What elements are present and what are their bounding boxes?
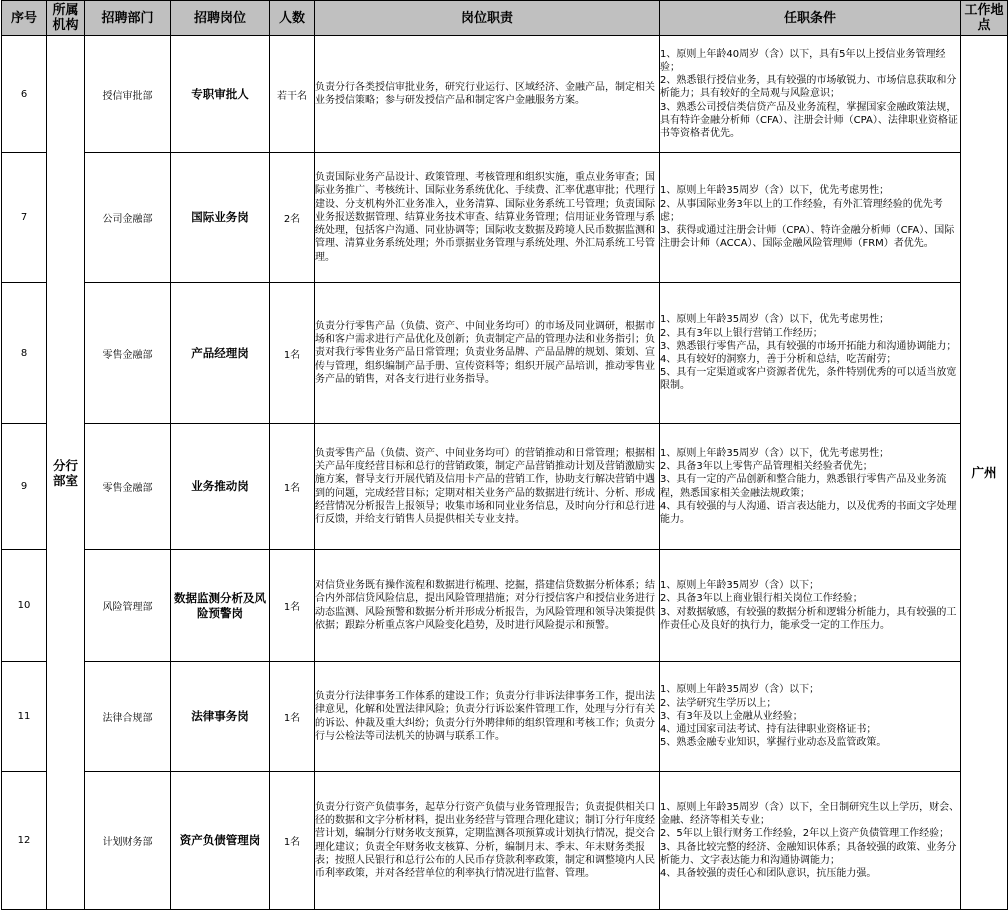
seq-cell: 9	[2, 424, 47, 550]
org-cell: 分行部室	[47, 36, 85, 910]
post-cell: 产品经理岗	[171, 283, 270, 424]
header-row	[2, 1, 1008, 36]
post-cell: 业务推动岗	[171, 424, 270, 550]
duty-cell: 对信贷业务既有操作流程和数据进行梳理、挖掘，搭建信贷数据分析体系；结合内外部信贷风险信息，提出风险管理措施；对分行授信客户和授信业务进行动态监测、风险预警和数据分析并形成分析报告，为风险管理和领导决策提供依据；跟踪分析重点客户风险变化趋势，及时进行风险提示和预警。	[315, 550, 660, 662]
post-cell: 法律事务岗	[171, 662, 270, 772]
dept-cell: 公司金融部	[85, 153, 171, 283]
table-row	[2, 772, 1008, 910]
count-cell: 1名	[270, 424, 315, 550]
duty-cell: 负责分行各类授信审批业务，研究行业运行、区域经济、金融产品，制定相关业务授信策略；参与研发授信产品和制定客户金融服务方案。	[315, 36, 660, 153]
seq-cell: 11	[2, 662, 47, 772]
count-cell: 若干名	[270, 36, 315, 153]
seq-cell: 10	[2, 550, 47, 662]
header-seq: 序号	[2, 1, 47, 36]
location-cell: 广州	[961, 36, 1008, 910]
header-org: 所属机构	[47, 1, 85, 36]
requirements-cell: 1、原则上年龄35周岁（含）以下； 2、法学研究生学历以上； 3、有3年及以上金融从业经验； 4、通过国家司法考试、持有法律职业资格证书； 5、熟悉金融专业知识，掌握行业动态及监管政策。	[660, 662, 961, 772]
dept-cell: 零售金融部	[85, 424, 171, 550]
post-cell: 国际业务岗	[171, 153, 270, 283]
count-cell: 1名	[270, 283, 315, 424]
seq-cell: 7	[2, 153, 47, 283]
duty-cell: 负责分行法律事务工作体系的建设工作；负责分行非诉法律事务工作，提出法律意见，化解和处置法律风险；负责分行诉讼案件管理工作，处理与分行有关的诉讼、仲裁及重大纠纷；负责分行外聘律师的组织管理和考核工作；负责分行与公检法等司法机关的协调与联系工作。	[315, 662, 660, 772]
dept-cell: 风险管理部	[85, 550, 171, 662]
dept-cell: 授信审批部	[85, 36, 171, 153]
table-row	[2, 283, 1008, 424]
count-cell: 1名	[270, 662, 315, 772]
post-cell: 资产负债管理岗	[171, 772, 270, 910]
header-location: 工作地点	[961, 1, 1008, 36]
post-cell: 专职审批人	[171, 36, 270, 153]
header-requirements: 任职条件	[660, 1, 961, 36]
seq-cell: 12	[2, 772, 47, 910]
post-cell: 数据监测分析及风险预警岗	[171, 550, 270, 662]
count-cell: 2名	[270, 153, 315, 283]
duty-cell: 负责国际业务产品设计、政策管理、考核管理和组织实施，重点业务审查；国际业务推广、考核统计、国际业务系统优化、手续费、汇率优惠审批；代理行建设、分支机构外汇业务准入，业务清算、国际业务系统工号管理；负责国际业务报送数据管理、结算业务技术审查、结算业务管理；信用证业务管理与系统处理，包括客户沟通、同业协调等；国际收支数据及跨境人民币数据监测和管理、清算业务系统处理；外币票据业务管理与系统处理、外汇局系统工号管理。	[315, 153, 660, 283]
count-cell: 1名	[270, 772, 315, 910]
duty-cell: 负责分行资产负债事务，起草分行资产负债与业务管理报告；负责提供相关口径的数据和文字分析材料，提出业务经营与管理合理化建议；制订分行年度经营计划，编制分行财务收支预算，定期监测各项预算或计划执行情况，提交合理化建议；负责全年财务收支核算、分析，编制月末、季末、年末财务类报表；按照人民银行和总行公布的人民币存贷款利率政策，制定和调整境内人民币利率政策，并对各经营单位的利率执行情况进行监督、管理。	[315, 772, 660, 910]
requirements-cell: 1、原则上年龄35周岁（含）以下，优先考虑男性； 2、具备3年以上零售产品管理相关经验者优先； 3、具有一定的产品创新和整合能力，熟悉银行零售产品及业务流程，熟悉国家相关金融法规政策； 4、具有较强的与人沟通、语言表达能力，以及优秀的书面文字处理能力。	[660, 424, 961, 550]
requirements-cell: 1、原则上年龄35周岁（含）以下，优先考虑男性； 2、具有3年以上银行营销工作经历； 3、熟悉银行零售产品，具有较强的市场开拓能力和沟通协调能力； 4、具有较好的洞察力，善于分析和总结，吃苦耐劳； 5、具有一定渠道或客户资源者优先，条件特别优秀的可以适当放宽限制。	[660, 283, 961, 424]
requirements-cell: 1、原则上年龄35周岁（含）以下，全日制研究生以上学历，财会、金融、经济等相关专业； 2、5年以上银行财务工作经验，2年以上资产负债管理工作经验； 3、具备比较完整的经济、金融知识体系；具备较强的政策、业务分析能力、文字表达能力和沟通协调能力； 4、具备较强的责任心和团队意识，抗压能力强。	[660, 772, 961, 910]
dept-cell: 计划财务部	[85, 772, 171, 910]
duty-cell: 负责零售产品（负债、资产、中间业务均可）的营销推动和日常管理；根据相关产品年度经营目标和总行的营销政策，制定产品营销推动计划及营销激励实施方案，督导支行开展代销及信用卡产品的营销工作，协助支行解决营销中遇到的问题，完成经营目标；定期对相关业务产品的数据进行统计、分析、形成经营情况分析报告上报领导；收集市场和同业业务信息，及时向分行和总行进行反馈，并给支行销售人员提供相关专业支持。	[315, 424, 660, 550]
header-count: 人数	[270, 1, 315, 36]
table-row	[2, 550, 1008, 662]
header-post: 招聘岗位	[171, 1, 270, 36]
duty-cell: 负责分行零售产品（负债、资产、中间业务均可）的市场及同业调研，根据市场和客户需求进行产品优化及创新；负责制定产品的管理办法和业务指引；负责对我行零售业务产品日常管理；负责业务品牌、产品品牌的规划、策划、宣传与管理，组织编制产品手册、宣传资料等；组织开展产品培训，推动零售业务产品的销售，对各支行进行业务指导。	[315, 283, 660, 424]
requirements-cell: 1、原则上年龄40周岁（含）以下，具有5年以上授信业务管理经验； 2、熟悉银行授信业务，具有较强的市场敏锐力、市场信息获取和分析能力；具有较好的全局观与风险意识； 3、熟悉公司授信类信贷产品及业务流程，掌握国家金融政策法规，具有特许金融分析师（CFA）、注册会计师（CPA）、法律职业资格证书等资格者优先。	[660, 36, 961, 153]
table-row	[2, 424, 1008, 550]
recruitment-table	[1, 0, 1008, 910]
table-row	[2, 662, 1008, 772]
count-cell: 1名	[270, 550, 315, 662]
requirements-cell: 1、原则上年龄35周岁（含）以下，优先考虑男性； 2、从事国际业务3年以上的工作经验，有外汇管理经验的优先考虑； 3、获得或通过注册会计师（CPA）、特许金融分析师（CFA）、国际注册会计师（ACCA）、国际金融风险管理师（FRM）者优先。	[660, 153, 961, 283]
header-duty: 岗位职责	[315, 1, 660, 36]
table-row	[2, 36, 1008, 153]
seq-cell: 6	[2, 36, 47, 153]
seq-cell: 8	[2, 283, 47, 424]
dept-cell: 零售金融部	[85, 283, 171, 424]
header-dept: 招聘部门	[85, 1, 171, 36]
table-row	[2, 153, 1008, 283]
dept-cell: 法律合规部	[85, 662, 171, 772]
requirements-cell: 1、原则上年龄35周岁（含）以下； 2、具备3年以上商业银行相关岗位工作经验； 3、对数据敏感，有较强的数据分析和逻辑分析能力，具有较强的工作责任心及良好的执行力，能承受一定的工作压力。	[660, 550, 961, 662]
